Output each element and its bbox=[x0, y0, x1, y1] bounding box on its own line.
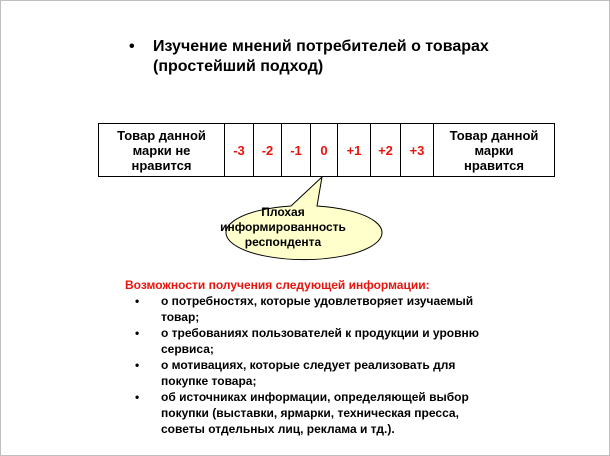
bullet-dot: • bbox=[135, 294, 140, 308]
title-line-1: Изучение мнений потребителей о товарах bbox=[153, 38, 489, 55]
list-item: • о требованиях пользователей к продукции и уровню сервиса; bbox=[135, 326, 479, 356]
callout-line-3: респондента bbox=[244, 235, 322, 249]
callout-text bbox=[207, 205, 359, 250]
list-item: • о потребностях, которые удовлетворяет изучаемый товар; bbox=[135, 294, 474, 324]
scale-right-label: Товар данной марки нравится bbox=[434, 124, 555, 177]
callout-line-1: Плохая bbox=[261, 205, 305, 219]
scale-value-plus-1: +1 bbox=[338, 124, 371, 177]
scale-left-label: Товар данной марки не нравится bbox=[99, 124, 225, 177]
scale-value-minus-1: -1 bbox=[282, 124, 311, 177]
scale-value-plus-2: +2 bbox=[371, 124, 401, 177]
callout-line-2: информированность bbox=[220, 220, 346, 234]
title-bullet: • bbox=[129, 38, 135, 55]
scale-value-minus-2: -2 bbox=[254, 124, 282, 177]
list-item: • о мотивациях, которые следует реализовать для покупке товара; bbox=[135, 358, 456, 388]
bullet-dot: • bbox=[135, 358, 140, 372]
info-list bbox=[125, 293, 545, 437]
bullet-dot: • bbox=[135, 390, 140, 404]
list-item: • об источниках информации, определяющей выбор покупки (выставки, ярмарки, техническая пресса, советы отдельных лиц, реклама и тд.). bbox=[135, 390, 469, 436]
scale-value-minus-3: -3 bbox=[225, 124, 254, 177]
scale-value-zero: 0 bbox=[311, 124, 338, 177]
title-line-2: (простейший подход) bbox=[153, 58, 324, 75]
scale-value-plus-3: +3 bbox=[401, 124, 434, 177]
info-section bbox=[125, 277, 545, 437]
info-heading: Возможности получения следующей информации: bbox=[125, 278, 430, 292]
bullet-dot: • bbox=[135, 326, 140, 340]
